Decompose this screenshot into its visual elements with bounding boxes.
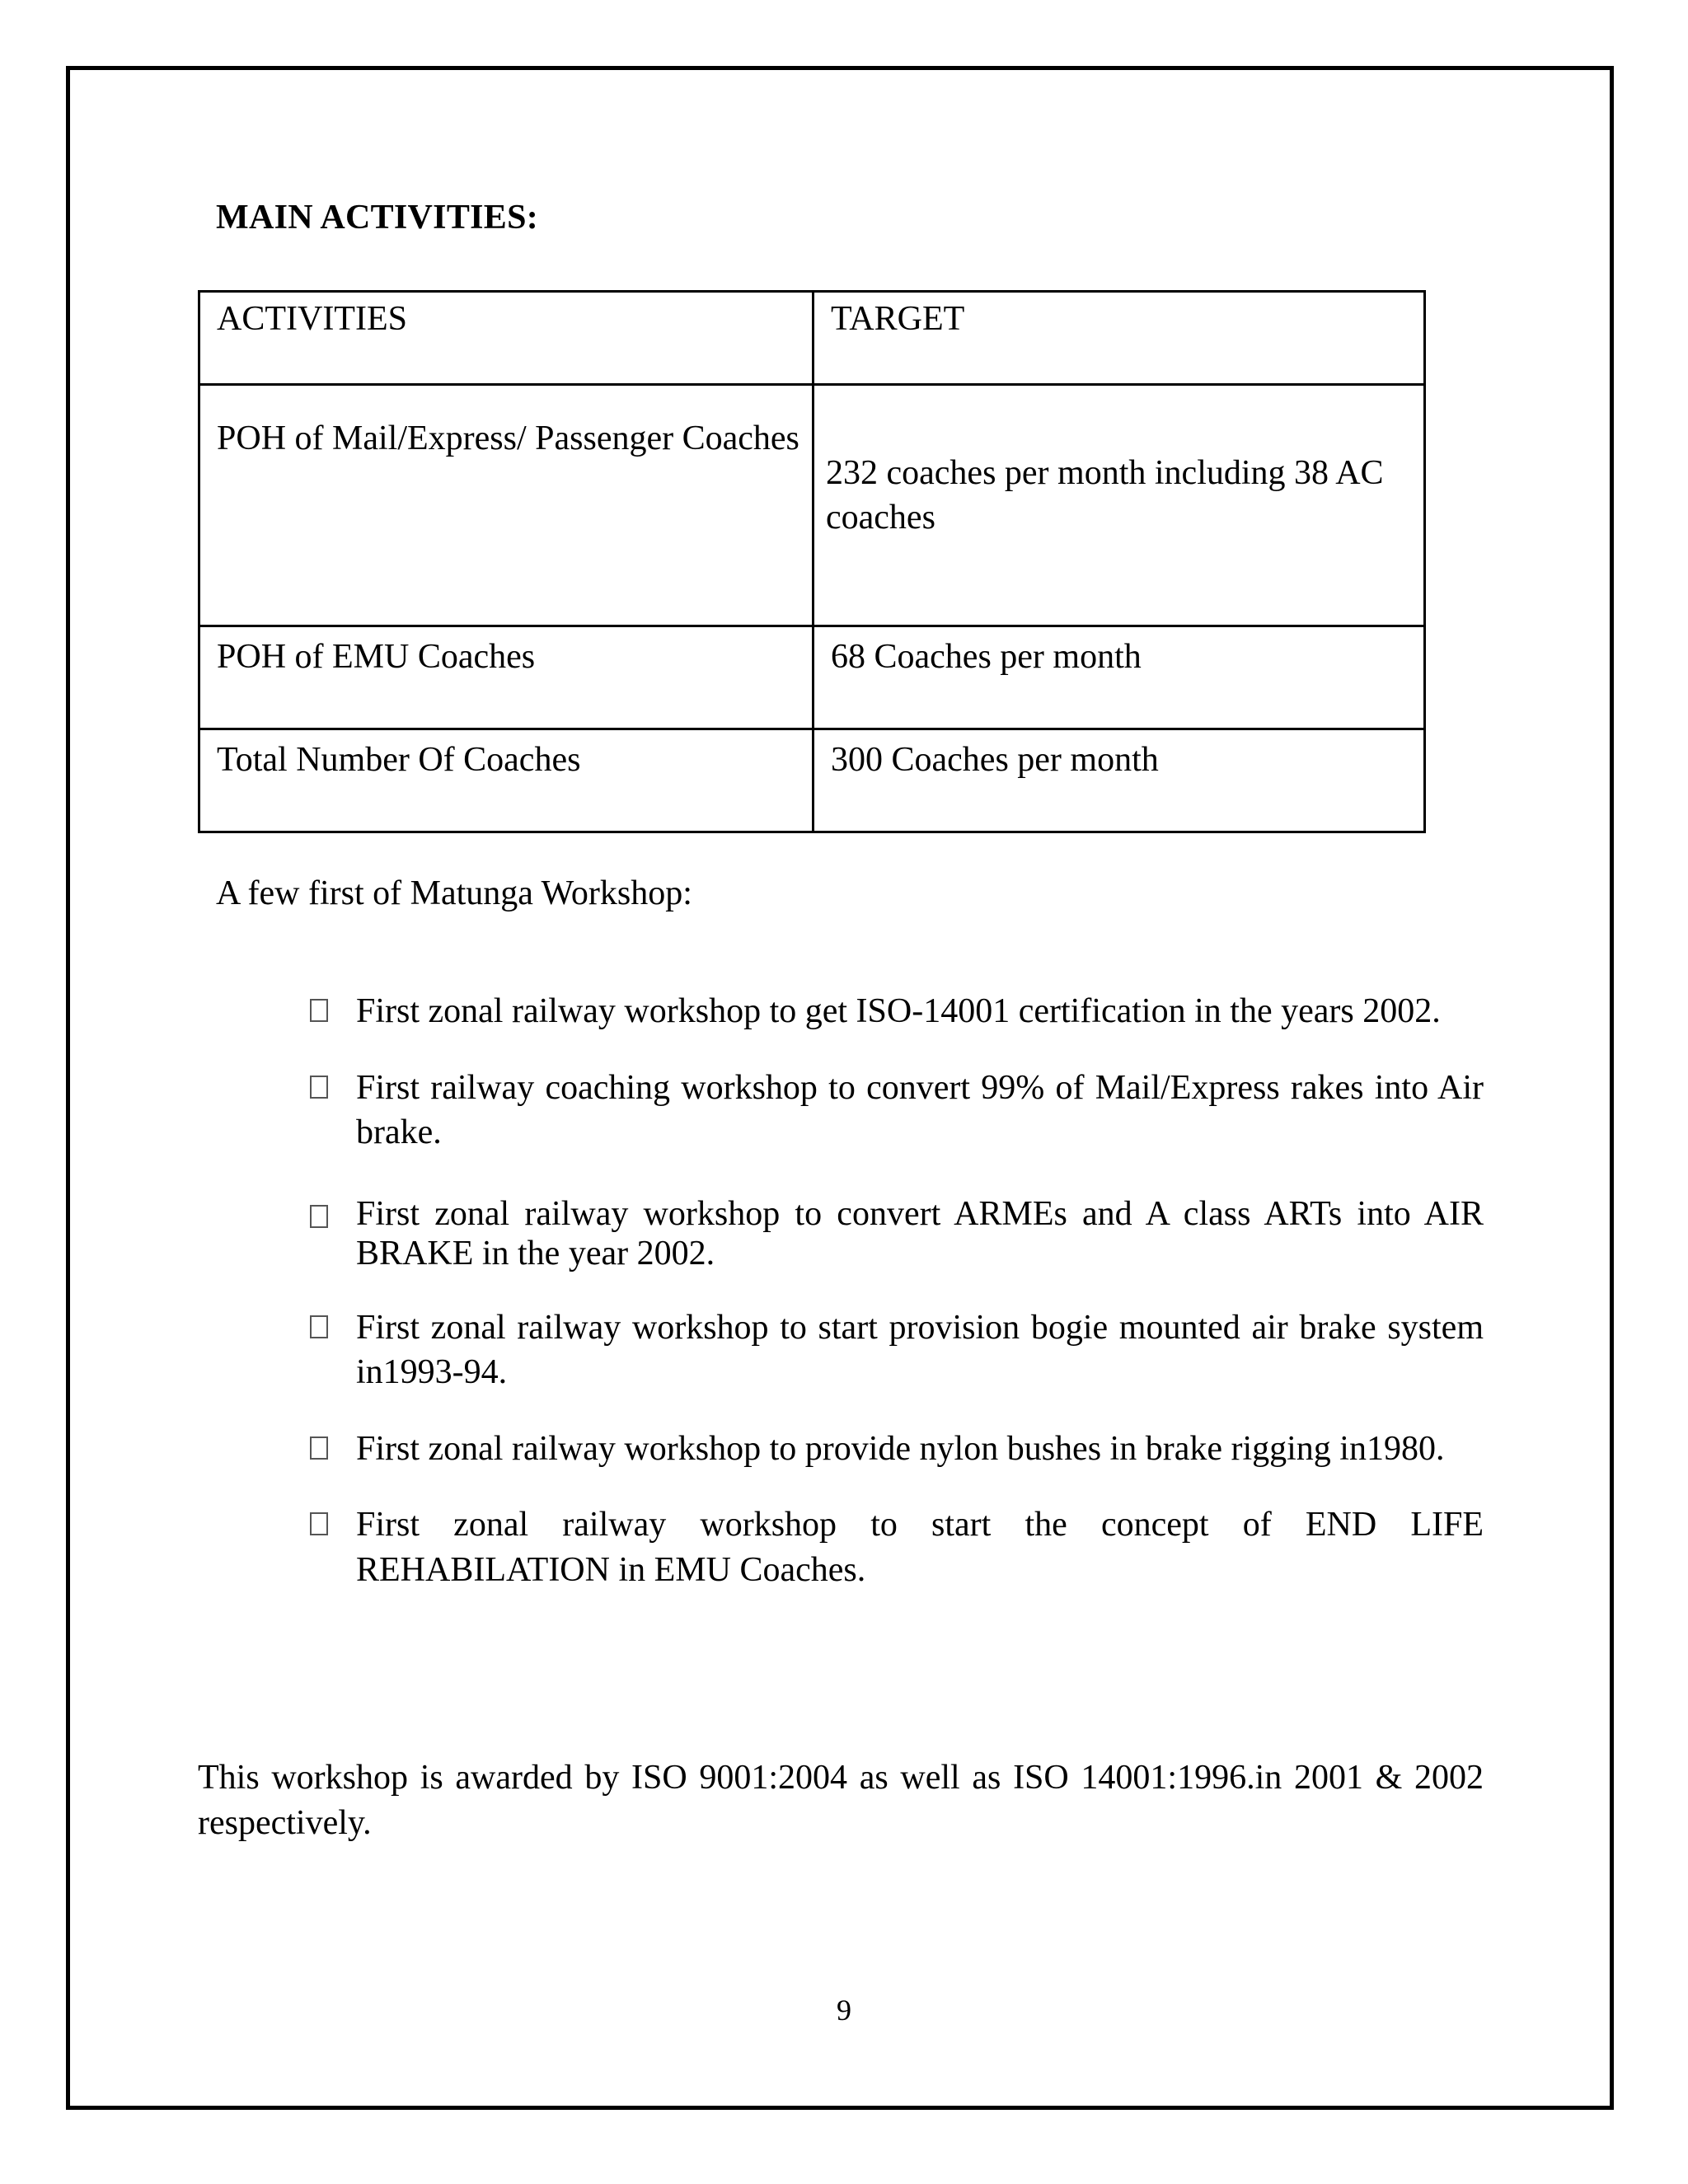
- table-cell: [199, 729, 814, 832]
- table-row: [199, 626, 1425, 729]
- list-item: [310, 1427, 1484, 1472]
- bullet-box-icon: [310, 999, 328, 1022]
- table-cell: [814, 385, 1425, 626]
- activities-table: [198, 290, 1426, 833]
- header-target: TARGET: [831, 300, 965, 338]
- list-item-text: First zonal railway workshop to start the concept of END LIFE REHABILATION in EMU Coaches.: [356, 1506, 1484, 1589]
- target-line: coaches: [826, 498, 935, 537]
- header-activities: ACTIVITIES: [217, 300, 407, 338]
- target-line: 232 coaches per month including 38 AC: [826, 454, 1384, 492]
- page-number: 9: [837, 1994, 851, 2027]
- bullet-box-icon: [310, 1315, 328, 1338]
- table-cell: [814, 626, 1425, 729]
- table-row: [199, 385, 1425, 626]
- section-heading: MAIN ACTIVITIES:: [216, 199, 539, 237]
- table-header-cell: [814, 292, 1425, 385]
- activity-cell: POH of Mail/Express/ Passenger Coaches: [217, 419, 799, 457]
- list-item: [310, 1195, 1484, 1274]
- list-item: [310, 1502, 1484, 1592]
- target-cell: 68 Coaches per month: [831, 638, 1142, 676]
- table-header-cell: [199, 292, 814, 385]
- list-item-text: First zonal railway workshop to start provision bogie mounted air brake system in1993-94.: [356, 1308, 1484, 1392]
- firsts-list: [310, 989, 1484, 1593]
- bullet-box-icon: [310, 1512, 328, 1535]
- target-cell: [814, 386, 1423, 541]
- table-row: [199, 729, 1425, 832]
- list-item-text: First zonal railway workshop to provide nylon bushes in brake rigging in1980.: [356, 1429, 1445, 1468]
- bullet-box-icon: [310, 1205, 328, 1228]
- list-item: [310, 989, 1484, 1034]
- list-item: [310, 1066, 1484, 1155]
- bullet-box-icon: [310, 1436, 328, 1460]
- intro-text: A few first of Matunga Workshop:: [216, 874, 692, 912]
- activity-cell: POH of EMU Coaches: [217, 638, 536, 676]
- target-cell: 300 Coaches per month: [831, 741, 1159, 779]
- list-item: [310, 1305, 1484, 1395]
- activity-cell: Total Number Of Coaches: [217, 741, 581, 779]
- list-item-text: First zonal railway workshop to get ISO-14001 certification in the years 2002.: [356, 992, 1441, 1030]
- table-cell: [199, 626, 814, 729]
- list-item-text: First zonal railway workshop to convert ARMEs and A class ARTs into AIR BRAKE in the year 2002.: [356, 1194, 1484, 1272]
- table-header-row: [199, 292, 1425, 385]
- table-cell: [199, 385, 814, 626]
- list-item-text: First railway coaching workshop to convert 99% of Mail/Express rakes into Air brake.: [356, 1068, 1484, 1152]
- table-cell: [814, 729, 1425, 832]
- closing-paragraph: This workshop is awarded by ISO 9001:2004 as well as ISO 14001:1996.in 2001 & 2002 respectively.: [198, 1759, 1484, 1842]
- bullet-box-icon: [310, 1076, 328, 1099]
